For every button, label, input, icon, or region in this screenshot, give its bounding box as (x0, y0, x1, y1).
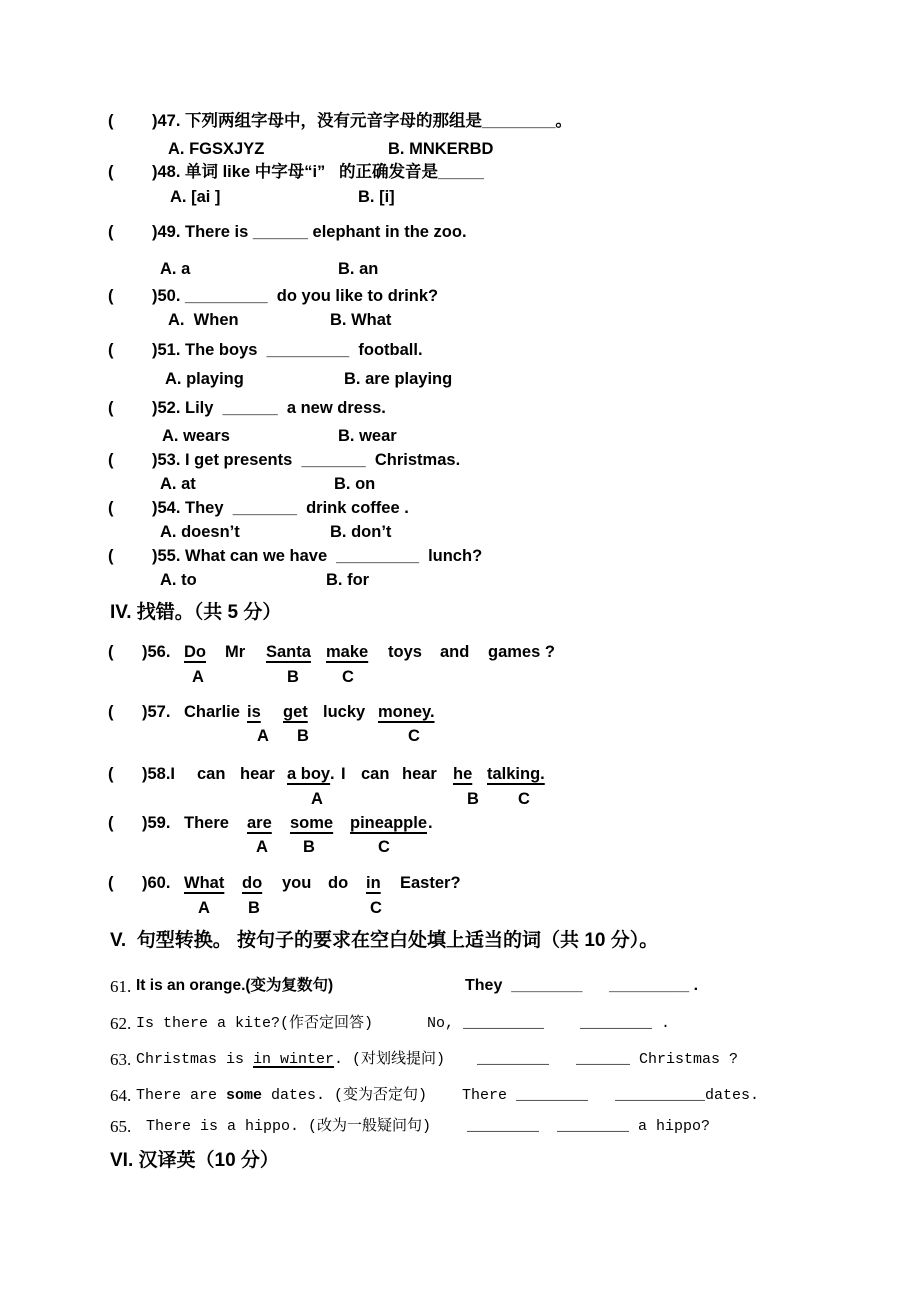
q56-paren: ( (108, 643, 114, 661)
q56-label-c: C (342, 668, 354, 686)
q53-stem: )53. I get presents _______ Christmas. (152, 451, 461, 469)
q60-label-a: A (198, 899, 210, 917)
q47-stem: )47. 下列两组字母中，没有元音字母的那组是________。 (152, 112, 572, 130)
q57-label-c: C (408, 727, 420, 745)
q65-number: 65. (110, 1117, 132, 1136)
q48-paren: ( (108, 163, 114, 181)
q59-word-period: . (428, 814, 433, 832)
q47-option-a: A. FGSXJYZ (168, 140, 265, 158)
q55-paren: ( (108, 547, 114, 565)
q58-paren: ( (108, 765, 114, 783)
q60-word-what: What (184, 874, 225, 892)
q51-option-a: A. playing (165, 370, 244, 388)
q48-option-b: B. [i] (358, 188, 395, 206)
q57-word-is: is (247, 703, 261, 721)
q60-paren: ( (108, 874, 114, 892)
q55-stem: )55. What can we have _________ lunch? (152, 547, 483, 565)
q52-stem: )52. Lily ______ a new dress. (152, 399, 386, 417)
q49-stem: )49. There is ______ elephant in the zoo. (152, 223, 467, 241)
q56-label-a: A (192, 668, 204, 686)
q58-word-hear1: hear (240, 765, 275, 783)
q48-stem: )48. 单词 like 中字母“i” 的正确发音是_____ (152, 163, 484, 181)
q51-paren: ( (108, 341, 114, 359)
q56-word-toys: toys (388, 643, 422, 661)
q60-label-c: C (370, 899, 382, 917)
q62-answer-blanks: No, _________ ________ . (427, 1015, 671, 1032)
q63-number: 63. (110, 1050, 132, 1069)
q55-option-a: A. to (160, 571, 197, 589)
q60-number: )60. (142, 874, 171, 892)
q57-label-a: A (257, 727, 269, 745)
q60-word-do1: do (242, 874, 263, 892)
q57-word-lucky: lucky (323, 703, 366, 721)
section4-title: IV. 找错。（共 5 分） (110, 602, 282, 623)
q60-label-b: B (248, 899, 260, 917)
q47-paren: ( (108, 112, 114, 130)
q56-word-mr: Mr (225, 643, 246, 661)
q56-label-b: B (287, 668, 299, 686)
q47-option-b: B. MNKERBD (388, 140, 494, 158)
q59-label-a: A (256, 838, 268, 856)
q58-word-he: he (453, 765, 473, 783)
q54-stem: )54. They _______ drink coffee . (152, 499, 409, 517)
q51-option-b: B. are playing (344, 370, 453, 388)
q63-seg1: Christmas is (136, 1051, 254, 1068)
q61-number: 61. (110, 977, 132, 996)
q54-option-a: A. doesn’t (160, 523, 240, 541)
q64-answer-blanks: There ________ __________dates. (462, 1087, 760, 1104)
q63-seg2: . (对划线提问) (334, 1051, 446, 1068)
q56-word-games: games ? (488, 643, 555, 661)
q58-word-hear2: hear (402, 765, 437, 783)
q64-seg2: dates. (变为否定句) (262, 1087, 428, 1104)
q61-sentence: It is an orange.(变为复数句) (136, 977, 334, 994)
q56-word-do: Do (184, 643, 206, 661)
q58-label-c: C (518, 790, 530, 808)
q58-label-b: B (467, 790, 479, 808)
q57-number: )57. (142, 703, 171, 721)
q57-word-get: get (283, 703, 308, 721)
q54-paren: ( (108, 499, 114, 517)
q56-word-make: make (326, 643, 369, 661)
q60-word-you: you (282, 874, 312, 892)
section6-title: VI. 汉译英（10 分） (110, 1150, 279, 1171)
q64-number: 64. (110, 1086, 132, 1105)
q58-word-period: . (330, 765, 335, 783)
q57-word-money: money. (378, 703, 435, 721)
q57-paren: ( (108, 703, 114, 721)
q58-word-can1: can (197, 765, 226, 783)
q50-paren: ( (108, 287, 114, 305)
q57-label-b: B (297, 727, 309, 745)
q59-label-b: B (303, 838, 315, 856)
q63-underlined-part: in winter (253, 1051, 335, 1068)
q58-word-can2: can (361, 765, 390, 783)
q58-number: )58.I (142, 765, 176, 783)
q50-option-a: A. When (168, 311, 239, 329)
q65-sentence: There is a hippo. (改为一般疑问句) (146, 1118, 432, 1135)
q59-word-pineapple: pineapple (350, 814, 428, 832)
q53-option-a: A. at (160, 475, 196, 493)
q49-option-a: A. a (160, 260, 191, 278)
q63-sentence (136, 1051, 445, 1068)
q52-option-b: B. wear (338, 427, 397, 445)
q65-answer-blanks: ________ ________ a hippo? (467, 1118, 711, 1135)
q53-option-b: B. on (334, 475, 376, 493)
q60-word-easter: Easter? (400, 874, 461, 892)
q64-bold-some: some (226, 1087, 263, 1104)
q56-word-santa: Santa (266, 643, 311, 661)
q64-sentence (136, 1087, 427, 1104)
section5-title: V. 句型转换。 按句子的要求在空白处填上适当的词（共 10 分）。 (110, 930, 659, 951)
q56-number: )56. (142, 643, 171, 661)
q62-sentence: Is there a kite?(作否定回答) (136, 1015, 374, 1032)
q48-option-a: A. [ai ] (170, 188, 221, 206)
q51-stem: )51. The boys _________ football. (152, 341, 423, 359)
q60-word-do2: do (328, 874, 349, 892)
q58-word-talking: talking. (487, 765, 545, 783)
q63-answer-blanks: ________ ______ Christmas ? (477, 1051, 739, 1068)
q55-option-b: B. for (326, 571, 370, 589)
q53-paren: ( (108, 451, 114, 469)
q50-option-b: B. What (330, 311, 392, 329)
q60-word-in: in (366, 874, 381, 892)
q59-paren: ( (108, 814, 114, 832)
q61-answer-blanks: They ________ _________ . (465, 977, 699, 994)
q52-paren: ( (108, 399, 114, 417)
q64-seg1: There are (136, 1087, 227, 1104)
q59-number: )59. (142, 814, 171, 832)
q59-label-c: C (378, 838, 390, 856)
q49-option-b: B. an (338, 260, 379, 278)
q58-label-a: A (311, 790, 323, 808)
q54-option-b: B. don’t (330, 523, 392, 541)
q52-option-a: A. wears (162, 427, 230, 445)
q59-word-some: some (290, 814, 334, 832)
q57-word-charlie: Charlie (184, 703, 240, 721)
q59-word-are: are (247, 814, 272, 832)
q58-word-i: I (341, 765, 346, 783)
q62-number: 62. (110, 1014, 132, 1033)
q58-word-a-boy: a boy (287, 765, 331, 783)
q50-stem: )50. _________ do you like to drink? (152, 287, 439, 305)
q59-word-there: There (184, 814, 229, 832)
q49-paren: ( (108, 223, 114, 241)
q56-word-and: and (440, 643, 470, 661)
